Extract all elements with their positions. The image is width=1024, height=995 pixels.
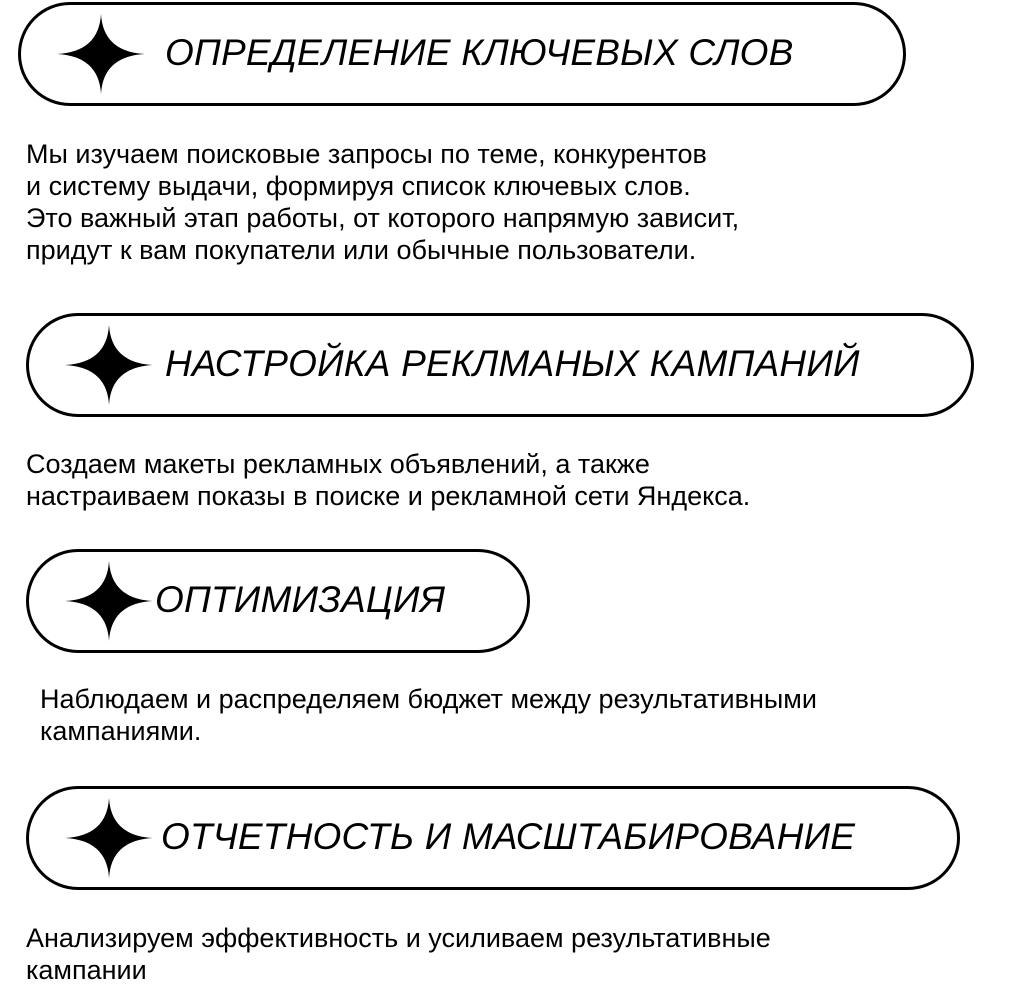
section-title: ОТЧЕТНОСТЬ И МАСШТАБИРОВАНИЕ: [161, 816, 856, 858]
description-line: Наблюдаем и распределяем бюджет между результативными: [40, 684, 817, 714]
description-line: Мы изучаем поисковые запросы по теме, конкурентов: [26, 139, 707, 169]
section-header-keywords: [18, 2, 906, 106]
four-point-star-icon: [57, 14, 145, 94]
description-line: Это важный этап работы, от которого напрямую зависит,: [26, 203, 740, 233]
description-line: и систему выдачи, формируя список ключевых слов.: [26, 171, 691, 201]
section-title: ОПТИМИЗАЦИЯ: [155, 579, 446, 621]
section-header-reporting: [26, 786, 960, 890]
section-header-ad-campaigns: [26, 313, 974, 417]
description-line: придут к вам покупатели или обычные пользователи.: [26, 235, 697, 265]
description-line: кампании: [26, 955, 147, 985]
four-point-star-icon: [65, 325, 153, 405]
section-description: [40, 683, 817, 747]
description-line: Анализируем эффективность и усиливаем результативные: [26, 923, 771, 953]
four-point-star-icon: [65, 561, 153, 641]
section-title: ОПРЕДЕЛЕНИЕ КЛЮЧЕВЫХ СЛОВ: [165, 32, 794, 74]
four-point-star-icon: [65, 798, 153, 878]
description-line: кампаниями.: [40, 716, 202, 746]
section-description: [26, 448, 750, 512]
section-description: [26, 922, 771, 986]
description-line: Создаем макеты рекламных объявлений, а также: [26, 449, 650, 479]
section-title: НАСТРОЙКА РЕКЛМАНЫХ КАМПАНИЙ: [165, 343, 860, 385]
section-description: [26, 138, 739, 266]
section-header-optimization: [26, 549, 530, 653]
description-line: настраиваем показы в поиске и рекламной сети Яндекса.: [26, 481, 751, 511]
